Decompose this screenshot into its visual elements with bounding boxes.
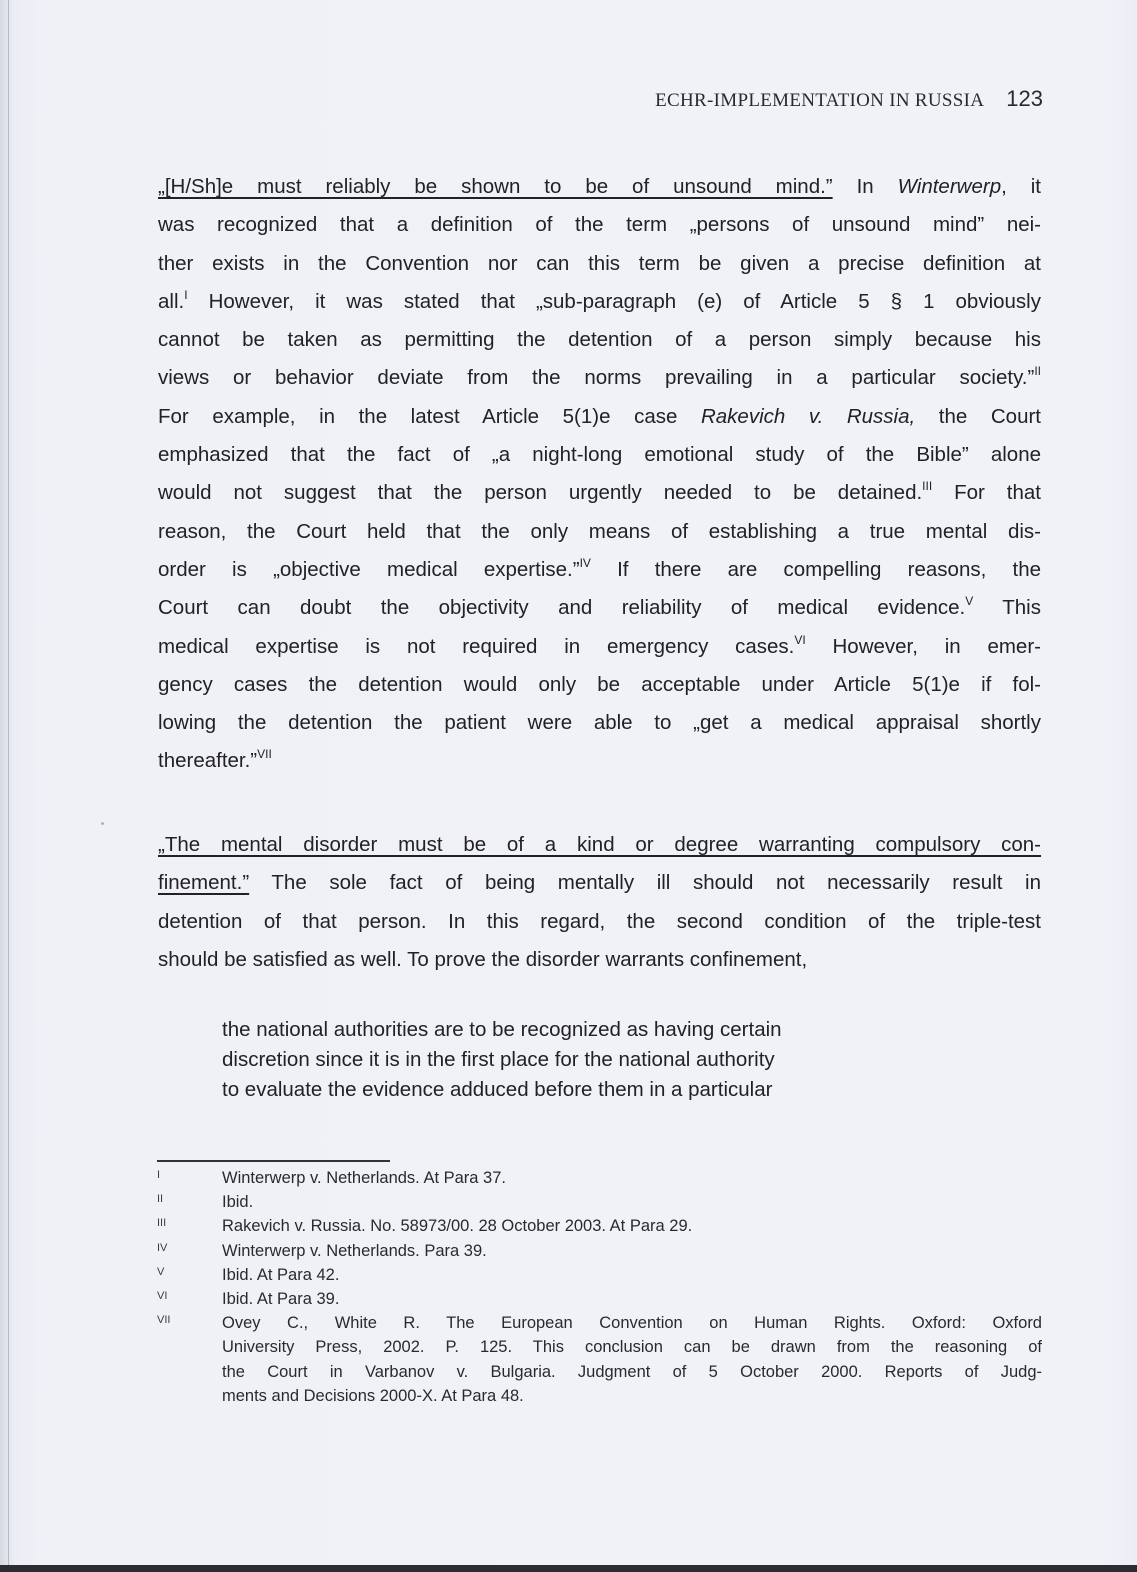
- footnote-marker: VI: [157, 1290, 168, 1303]
- text-line: [158, 826, 1041, 864]
- footnote-ref[interactable]: VII: [257, 747, 272, 762]
- footnote-marker: III: [157, 1217, 167, 1230]
- footnote-item: [157, 1263, 1042, 1287]
- text-line: should be satisfied as well. To prove the disorder warrants confinement,: [158, 947, 808, 971]
- footnote-text: Winterwerp v. Netherlands. At Para 37.: [222, 1169, 506, 1187]
- text-line: reason, the Court held that the only means of establishing a true mental dis-: [158, 519, 1041, 543]
- text-line: thereafter.”$^{VII}$: [158, 747, 272, 773]
- footnote-item: [157, 1190, 1042, 1214]
- footnote-text: Ibid. At Para 39.: [222, 1290, 340, 1309]
- scanner-bottom-edge: [0, 1565, 1137, 1572]
- footnote-marker: VII: [157, 1314, 171, 1327]
- footnote-marker: I: [157, 1169, 161, 1181]
- paragraph-unsound-mind: [158, 168, 1041, 781]
- footnote-ref[interactable]: III: [922, 479, 933, 494]
- footnote-ref[interactable]: V: [965, 594, 974, 609]
- block-quote: [222, 1015, 942, 1105]
- footnote-item: [157, 1311, 1042, 1408]
- footnotes: [157, 1166, 1042, 1408]
- footnote-ref[interactable]: IV: [579, 555, 591, 570]
- text-line: order is „objective medical expertise.”$^{IV}$ If there are compelling reasons, the: [158, 555, 1041, 581]
- footnote-marker: V: [157, 1265, 165, 1278]
- footnote-ref[interactable]: I: [184, 287, 188, 302]
- text-line: detention of that person. In this regard, the second condition of the triple-test: [158, 909, 1041, 933]
- paragraph-compulsory-confinement: [158, 826, 1041, 979]
- text-line: finement.” The sole fact of being mentally ill should not necessarily result in: [158, 871, 1041, 895]
- text-line: cannot be taken as permitting the detention of a person simply because his: [158, 328, 1041, 352]
- text-line: was recognized that a definition of the term „persons of unsound mind” nei-: [158, 213, 1041, 237]
- quote-line: the national authorities are to be recognized as having certain: [222, 1018, 782, 1041]
- quote-line: discretion since it is in the first place for the national authority: [222, 1048, 775, 1071]
- page-spine-edge: [8, 0, 9, 1565]
- quote-line: to evaluate the evidence adduced before them in a particular: [222, 1078, 773, 1101]
- footnote-item: [157, 1287, 1042, 1311]
- text-line: gency cases the detention would only be acceptable under Article 5(1)e if fol-: [158, 672, 1041, 696]
- footnote-item: [157, 1214, 1042, 1238]
- text-line: would not suggest that the person urgently needed to be detained.$^{III}$ For that: [158, 479, 1041, 505]
- footnote-text: Rakevich v. Russia. No. 58973/00. 28 October 2003. At Para 29.: [222, 1217, 693, 1236]
- footnote-text: Ovey C., White R. The European Convention on Human Rights. Oxford: Oxford University Press, 2002. P. 125. This conclusion can be drawn from the reasoning of the Court in Varbanov v. Bulgaria. Judgment of 5 October 2000. Reports of Judg- ments and Decisions 2000-X. At Para 48.: [222, 1314, 1042, 1405]
- footnote-separator: [157, 1160, 390, 1162]
- scan-speck: [101, 822, 104, 825]
- underlined-criterion: finement.”: [158, 871, 250, 895]
- text-line: emphasized that the fact of „a night-long emotional study of the Bible” alone: [158, 443, 1041, 467]
- text-line: lowing the detention the patient were able to „get a medical appraisal shortly: [158, 711, 1041, 735]
- text-line: all.$^I$ However, it was stated that „sub-paragraph (e) of Article 5 § 1 obviously: [158, 287, 1041, 313]
- text-line: views or behavior deviate from the norms prevailing in a particular society.”$^{II}$: [158, 364, 1041, 390]
- page-number: 123: [1006, 86, 1043, 111]
- footnote-ref[interactable]: II: [1034, 364, 1041, 379]
- case-name-italic: Winterwerp: [897, 175, 1002, 198]
- underlined-criterion: „[H/Sh]e must reliably be shown to be of unsound mind.”: [158, 175, 833, 198]
- footnote-item: [157, 1166, 1042, 1190]
- footnote-marker: II: [157, 1193, 164, 1206]
- footnote-item: [157, 1239, 1042, 1263]
- footnote-text: Ibid. At Para 42.: [222, 1265, 340, 1284]
- underlined-criterion: „The mental disorder must be of a kind or degree warranting compulsory con-: [158, 833, 1041, 856]
- running-title: ECHR-IMPLEMENTATION IN RUSSIA: [655, 90, 985, 111]
- text-line: For example, in the latest Article 5(1)e case Rakevich v. Russia, the Court: [158, 404, 1041, 428]
- footnote-text: Ibid.: [222, 1193, 254, 1212]
- text-line: ther exists in the Convention nor can this term be given a precise definition at: [158, 251, 1041, 275]
- text-line: „[H/Sh]e must reliably be shown to be of unsound mind.” In Winterwerp, it: [158, 175, 1041, 198]
- footnote-ref[interactable]: VI: [794, 632, 806, 647]
- text-line: Court can doubt the objectivity and reliability of medical evidence.$^V$ This: [158, 594, 1041, 620]
- text-line: medical expertise is not required in emergency cases.$^{VI}$ However, in emer-: [158, 632, 1041, 658]
- case-name-italic: Rakevich v. Russia,: [700, 404, 916, 428]
- footnote-text: Winterwerp v. Netherlands. Para 39.: [222, 1241, 487, 1260]
- footnote-marker: IV: [157, 1241, 168, 1254]
- running-header: [563, 86, 1043, 112]
